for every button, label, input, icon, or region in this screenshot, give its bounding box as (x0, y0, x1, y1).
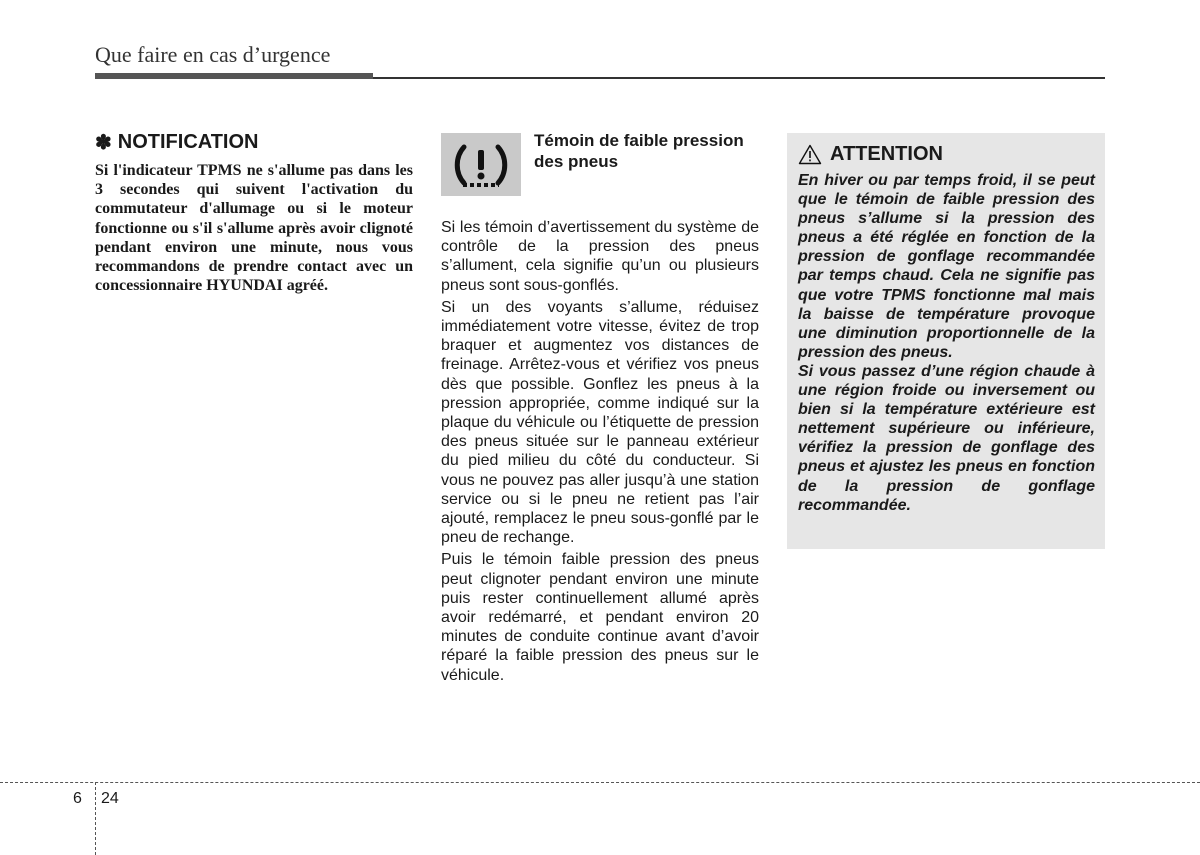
attention-heading (798, 143, 1095, 166)
paragraph: Puis le témoin faible pression des pneus peut clignoter pendant environ une minute puis rester continuellement allumé après avoir redémarré, et pendant environ 20 minutes de conduite continue avant d’avoir réparé la faible pression des pneus sur le véhicule. (441, 551, 759, 684)
tpms-warning-body (441, 218, 759, 688)
tpms-warning-heading: Témoin de faible pression des pneus (534, 131, 744, 171)
page-header-title: Que faire en cas d’urgence (95, 42, 331, 67)
notification-section (95, 130, 413, 295)
footer-rule (0, 782, 1200, 783)
asterisk-icon: ✽ (95, 132, 112, 154)
notification-title: NOTIFICATION (117, 131, 259, 153)
chapter-number: 6 (73, 790, 82, 807)
paragraph: En hiver ou par temps froid, il se peut que le témoin de faible pression des pneus s’allume si la pression des pneus a été réglée en fonction de la pression de gonflage recommandée par temps chaud. Cela ne signifie pas que votre TPMS fonctionne mal mais la baisse de température provoque une diminution proportionnelle de la pression des pneus. (798, 172, 1095, 361)
tpms-warning-icon (441, 133, 521, 196)
page-number: 24 (101, 790, 119, 807)
paragraph: Si un des voyants s’allume, réduisez immédiatement votre vitesse, évitez de trop braquer et augmentez vos distances de freinage. Arrêtez-vous et vérifiez vos pneus dès que possible. Gonflez les pneus à la pression appropriée, comme indiqué sur la plaque du véhicule ou l’étiquette de pression des pneus située sur le panneau extérieur du pied milieu du côté du conducteur. Si vous ne pouvez pas aller jusqu’à une station service ou si le pneu ne retient pas l’air ajouté, remplacez le pneu sous-gonflé par le pneu de rechange. (441, 298, 759, 547)
notification-body: Si l'indicateur TPMS ne s'allume pas dans les 3 secondes qui suivent l'activation du commutateur d'allumage ou si le moteur fonctionne ou s'il s'allume après avoir clignoté pendant environ une minute, nous vous recommandons de prendre contact avec un concessionnaire HYUNDAI agréé. (95, 162, 413, 295)
paragraph: Si les témoin d’avertissement du système de contrôle de la pression des pneus s’allument, cela signifie qu’un ou plusieurs pneus sont sous-gonflés. (441, 219, 759, 294)
attention-box (787, 133, 1105, 549)
paragraph: Si vous passez d’une région chaude à une région froide ou inversement ou bien si la température extérieure est nettement supérieure ou inférieure, vérifiez la pression de gonflage des pneus et ajustez les pneus en fonction de la pression de gonflage recommandée. (798, 362, 1095, 514)
warning-triangle-icon (798, 144, 822, 165)
attention-title: ATTENTION (830, 143, 943, 165)
attention-body (798, 171, 1095, 515)
header-rule-thin (373, 77, 1105, 79)
header-rule-thick (95, 73, 373, 79)
notification-heading (95, 130, 413, 155)
footer-divider (95, 782, 96, 855)
